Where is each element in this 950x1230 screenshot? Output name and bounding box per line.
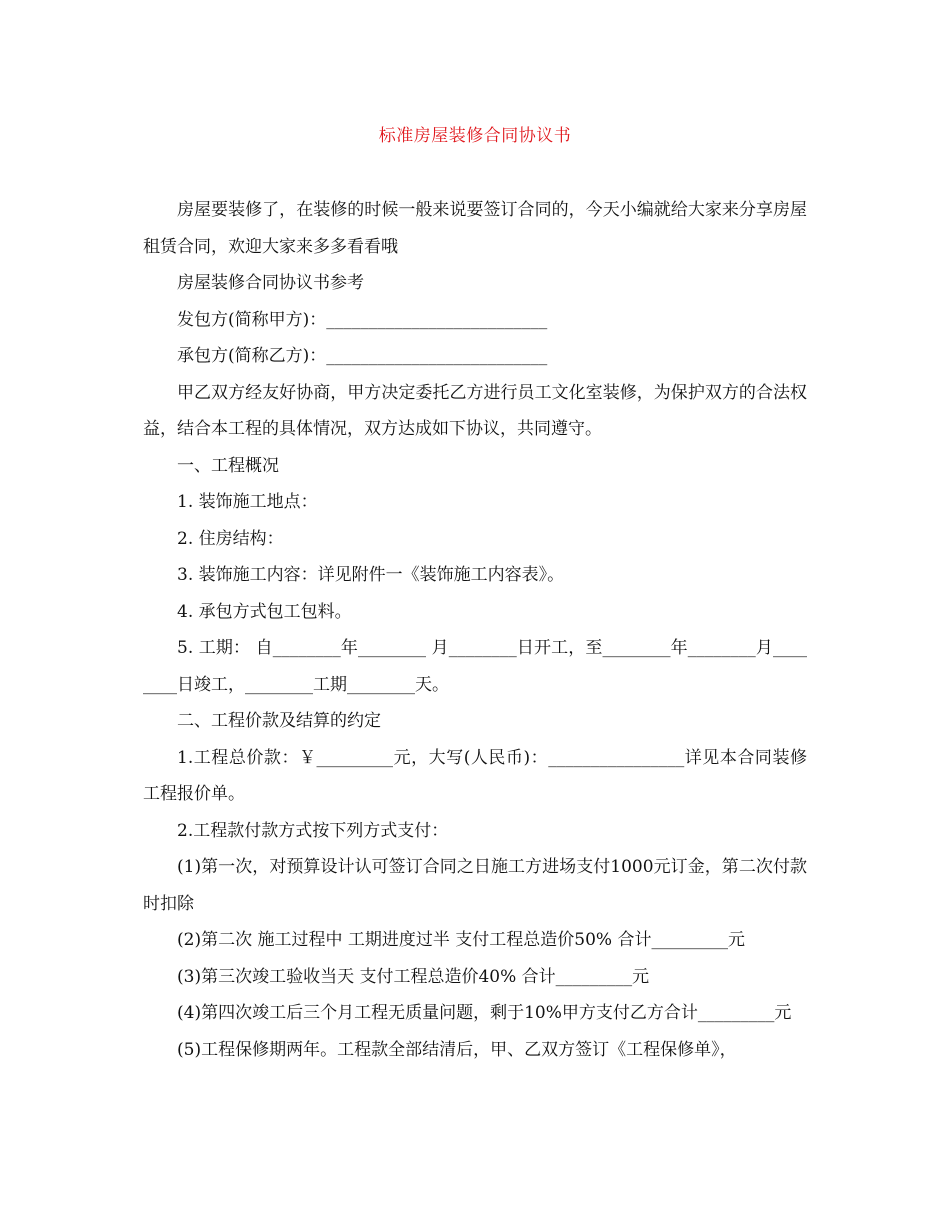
- reference-heading: 房屋装修合同协议书参考: [177, 273, 364, 293]
- clause-payment-method: 2.工程款付款方式按下列方式支付：: [177, 820, 449, 841]
- payment-step-4: (4)第四次竣工后三个月工程无质量问题，剩于10%甲方支付乙方合计_________元: [177, 1003, 792, 1023]
- clause-content: 3. 装饰施工内容：详见附件一《装饰施工内容表》。: [177, 565, 565, 585]
- clause-schedule: 5. 工期： 自________年________ 月________日开工，至________年________月________日竣工，________工期________天。: [143, 638, 807, 695]
- section-heading-overview: 一、工程概况: [177, 455, 279, 476]
- clause-total-price: 1.工程总价款：￥_________元，大写(人民币)：________________详见本合同装修工程报价单。: [143, 747, 807, 804]
- agreement-paragraph: 甲乙双方经友好协商，甲方决定委托乙方进行员工文化室装修，为保护双方的合法权益，结合本工程的具体情况，双方达成如下协议，共同遵守。: [143, 382, 807, 439]
- payment-step-2: (2)第二次 施工过程中 工期进度过半 支付工程总造价50% 合计_________元: [177, 930, 745, 950]
- section-heading-price: 二、工程价款及结算的约定: [177, 711, 381, 731]
- clause-contract-mode: 4. 承包方式包工包料。: [177, 601, 352, 622]
- party-a-line: 发包方(简称甲方)：__________________________: [177, 309, 548, 330]
- document-body: [143, 192, 807, 1068]
- payment-step-3: (3)第三次竣工验收当天 支付工程总造价40% 合计_________元: [177, 966, 650, 987]
- intro-paragraph: 房屋要装修了，在装修的时候一般来说要签订合同的，今天小编就给大家来分享房屋租赁合同，欢迎大家来多多看看哦: [143, 200, 807, 257]
- document-title: 标准房屋装修合同协议书: [378, 126, 572, 146]
- payment-step-1: (1)第一次，对预算设计认可签订合同之日施工方进场支付1000元订金，第二次付款时扣除: [143, 857, 807, 914]
- payment-step-5: (5)工程保修期两年。工程款全部结清后，甲、乙双方签订《工程保修单》，: [177, 1039, 737, 1060]
- clause-location: 1. 装饰施工地点：: [177, 492, 318, 512]
- clause-structure: 2. 住房结构：: [177, 528, 284, 549]
- party-b-line: 承包方(简称乙方)：__________________________: [177, 346, 548, 366]
